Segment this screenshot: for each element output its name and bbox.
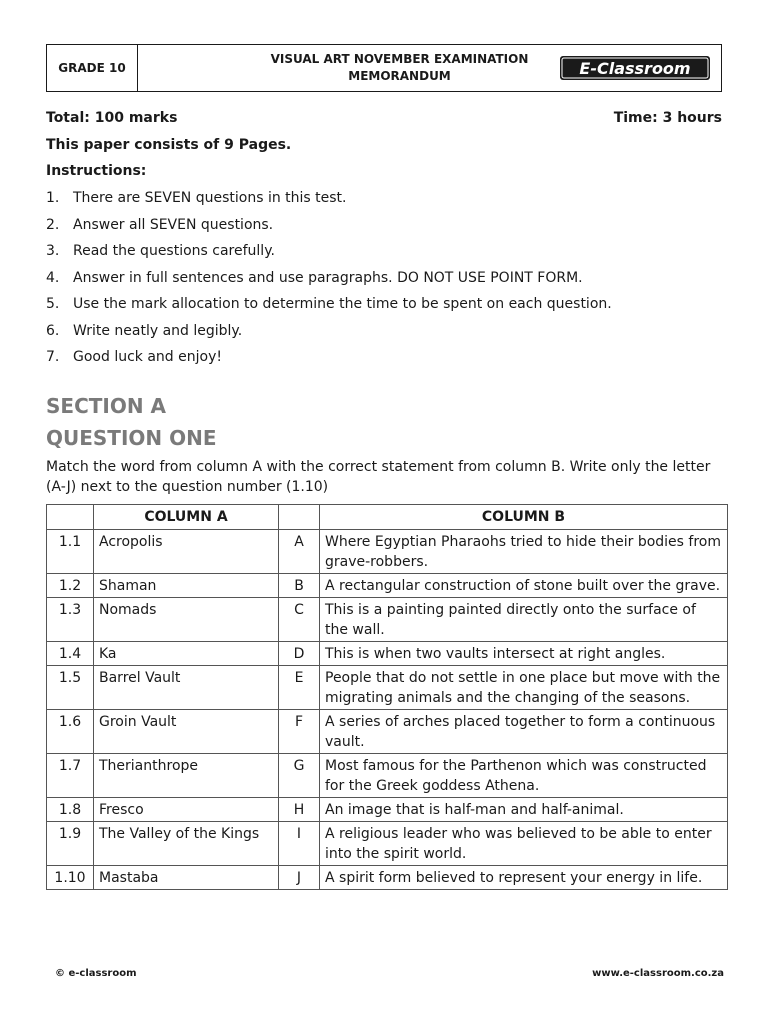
table-row: [47, 822, 728, 866]
instruction-text: Use the mark allocation to determine the time to be spent on each question.: [73, 296, 612, 312]
column-a-term: Barrel Vault: [94, 666, 279, 710]
question-number: 1.9: [47, 822, 94, 866]
column-b-statement: A spirit form believed to represent your energy in life.: [320, 866, 728, 890]
column-b-letter: I: [279, 822, 320, 866]
column-a-term: Therianthrope: [94, 754, 279, 798]
column-b-statement: Most famous for the Parthenon which was constructed for the Greek goddess Athena.: [320, 754, 728, 798]
column-b-statement: This is a painting painted directly onto the surface of the wall.: [320, 598, 728, 642]
table-row: [47, 710, 728, 754]
instruction-number: 5.: [46, 296, 60, 312]
instruction-number: 6.: [46, 322, 60, 339]
column-b-letter: C: [279, 598, 320, 642]
instruction-text: Answer in full sentences and use paragraphs. DO NOT USE POINT FORM.: [73, 269, 583, 286]
instruction-text: Write neatly and legibly.: [73, 322, 243, 339]
column-a-header: COLUMN A: [94, 505, 279, 530]
instruction-text: There are SEVEN questions in this test.: [73, 190, 347, 206]
column-b-statement: A religious leader who was believed to be able to enter into the spirit world.: [320, 822, 728, 866]
instruction-text: Answer all SEVEN questions.: [73, 216, 274, 233]
instruction-item: [46, 294, 722, 321]
instruction-text: Read the questions carefully.: [73, 243, 275, 259]
question-number: 1.8: [47, 798, 94, 822]
question-number: 1.6: [47, 710, 94, 754]
column-b-header: COLUMN B: [320, 505, 728, 530]
question-number: 1.7: [47, 754, 94, 798]
instruction-number: 1.: [46, 190, 60, 206]
table-row: [47, 598, 728, 642]
instruction-item: [46, 347, 722, 374]
column-b-statement: A rectangular construction of stone built over the grave.: [320, 574, 728, 598]
grade-label: GRADE 10: [47, 45, 138, 91]
column-b-letter: E: [279, 666, 320, 710]
header-num-cell: [47, 505, 94, 530]
column-b-letter: G: [279, 754, 320, 798]
column-b-statement: A series of arches placed together to form a continuous vault.: [320, 710, 728, 754]
exam-title-line1: VISUAL ART NOVEMBER EXAMINATION: [270, 52, 529, 66]
table-row: [47, 866, 728, 890]
total-marks: Total: 100 marks: [46, 110, 178, 126]
e-classroom-logo: [559, 55, 711, 81]
instruction-item: [46, 215, 722, 242]
instruction-number: 7.: [46, 349, 60, 365]
column-b-statement: An image that is half-man and half-animal.: [320, 798, 728, 822]
website-footer: www.e-classroom.co.za: [592, 968, 724, 979]
column-b-letter: B: [279, 574, 320, 598]
page-header: [46, 44, 722, 92]
instructions-heading: Instructions:: [46, 163, 147, 179]
instruction-item: [46, 188, 722, 215]
table-row: [47, 530, 728, 574]
column-a-term: Acropolis: [94, 530, 279, 574]
column-a-term: Mastaba: [94, 866, 279, 890]
column-b-letter: A: [279, 530, 320, 574]
instruction-text: Good luck and enjoy!: [73, 349, 222, 365]
column-b-statement: People that do not settle in one place but move with the migrating animals and the changing of the seasons.: [320, 666, 728, 710]
section-heading: SECTION A: [46, 394, 167, 418]
column-a-term: Ka: [94, 642, 279, 666]
instructions-list: [46, 188, 722, 374]
exam-title-line2: MEMORANDUM: [348, 69, 451, 83]
column-b-letter: J: [279, 866, 320, 890]
instruction-number: 4.: [46, 269, 60, 286]
table-row: [47, 666, 728, 710]
column-a-term: Shaman: [94, 574, 279, 598]
question-number: 1.1: [47, 530, 94, 574]
instruction-item: [46, 268, 722, 295]
instruction-number: 2.: [46, 216, 60, 233]
question-number: 1.10: [47, 866, 94, 890]
logo-text: E-Classroom: [579, 59, 691, 78]
table-row: [47, 642, 728, 666]
instruction-number: 3.: [46, 243, 60, 259]
column-a-term: Groin Vault: [94, 710, 279, 754]
column-b-statement: This is when two vaults intersect at right angles.: [320, 642, 728, 666]
instruction-item: [46, 321, 722, 348]
copyright-footer: © e-classroom: [55, 968, 137, 979]
question-number: 1.2: [47, 574, 94, 598]
column-a-term: Fresco: [94, 798, 279, 822]
pages-info: This paper consists of 9 Pages.: [46, 137, 292, 153]
column-a-term: The Valley of the Kings: [94, 822, 279, 866]
question-number: 1.4: [47, 642, 94, 666]
table-row: [47, 754, 728, 798]
column-b-letter: F: [279, 710, 320, 754]
question-number: 1.3: [47, 598, 94, 642]
column-b-statement: Where Egyptian Pharaohs tried to hide their bodies from grave-robbers.: [320, 530, 728, 574]
question-instructions: Match the word from column A with the correct statement from column B. Write only the letter (A-J) next to the question number (1.10): [46, 459, 711, 495]
question-heading: QUESTION ONE: [46, 426, 217, 450]
column-b-letter: H: [279, 798, 320, 822]
instruction-item: [46, 241, 722, 268]
table-row: [47, 798, 728, 822]
time-allowed: Time: 3 hours: [613, 110, 722, 126]
question-number: 1.5: [47, 666, 94, 710]
table-row: [47, 574, 728, 598]
header-letter-cell: [279, 505, 320, 530]
marks-time-row: [46, 110, 722, 126]
table-header-row: [47, 505, 728, 530]
matching-table: [46, 504, 728, 890]
column-b-letter: D: [279, 642, 320, 666]
column-a-term: Nomads: [94, 598, 279, 642]
